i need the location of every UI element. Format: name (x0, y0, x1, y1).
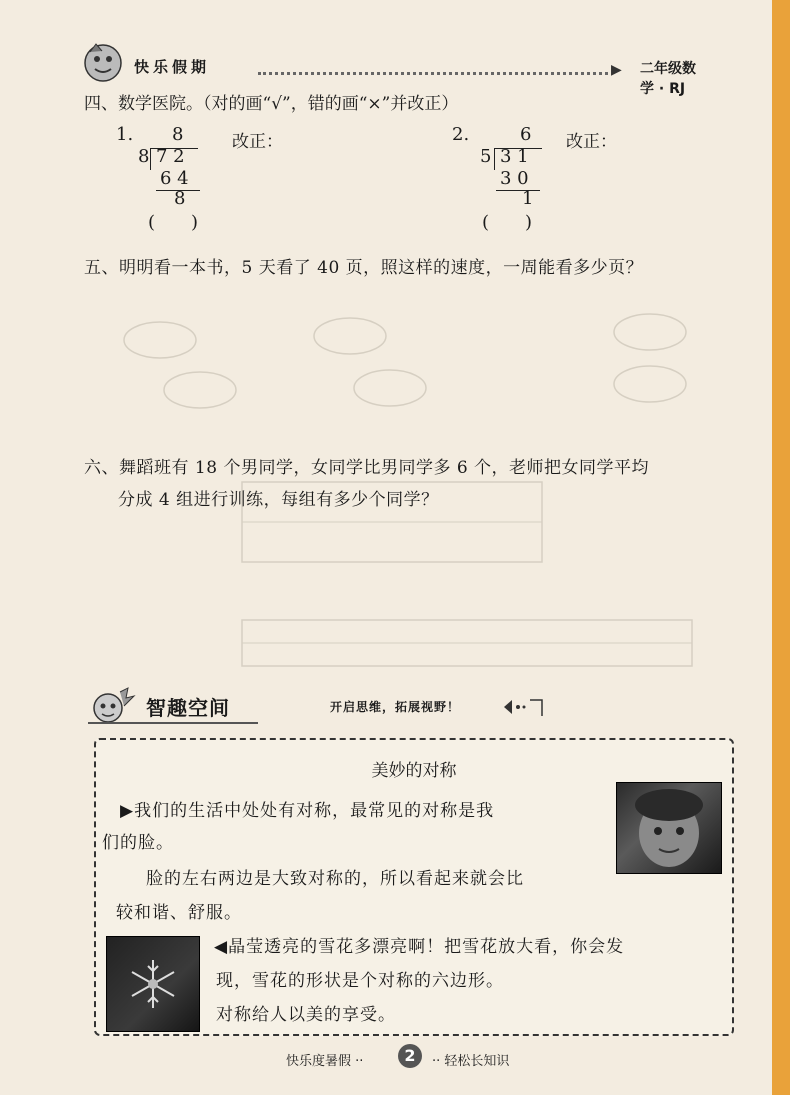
problem-2-dividend: 3 1 (500, 146, 529, 167)
baby-face-photo (616, 782, 722, 874)
mascot-logo-icon (82, 42, 124, 84)
banner-title: 智趣空间 (146, 696, 230, 720)
show-through-shapes (120, 300, 700, 420)
box-title: 美妙的对称 (371, 761, 457, 781)
problem-2-number: 2. (452, 124, 470, 145)
box-paragraph-2a: 脸的左右两边是大致对称的，所以看起来就会比 (146, 869, 524, 889)
q4-problem-1 (116, 124, 246, 234)
header-arrow-icon: ▶ (611, 62, 622, 78)
box-paragraph-2b: 较和谐、舒服。 (116, 903, 242, 923)
page-number: 2 (398, 1044, 422, 1068)
header-grade: 二年级数学 · RJ (640, 61, 696, 97)
page-header (80, 44, 700, 97)
header-dotted-rule (258, 72, 608, 75)
q5-text: 五、明明看一本书，5 天看了 40 页，照这样的速度，一周能看多少页？ (84, 258, 644, 278)
box-paragraph-3a: ◀晶莹透亮的雪花多漂亮啊！把雪花放大看，你会发 (214, 937, 625, 957)
footer-right-text: ·· 轻松长知识 (432, 1054, 510, 1069)
q4-problem-2 (452, 124, 582, 234)
footer-left-text: 快乐度暑假 ·· (286, 1054, 364, 1069)
symmetry-reading-box (94, 738, 734, 1036)
problem-1-number: 1. (116, 124, 134, 145)
q4-heading: 四、数学医院。（对的画“√”，错的画“×”并改正） (84, 94, 459, 114)
problem-1-divisor: 8 (138, 146, 150, 167)
problem-2-answer-paren[interactable]: ( ) (482, 212, 533, 233)
banner-slogan: 开启思维，拓展视野！ (330, 700, 461, 714)
q6-line-2: 分成 4 组进行训练，每组有多少个同学？ (118, 490, 439, 510)
thinking-mascot-icon (88, 686, 138, 726)
problem-2-product: 3 0 (500, 168, 529, 189)
problem-1-quotient: 8 (172, 124, 184, 145)
snowflake-icon (107, 937, 199, 1031)
problem-1-remainder: 8 (174, 188, 186, 209)
problem-2-quotient: 6 (520, 124, 532, 145)
box-paragraph-1b: 们的脸。 (102, 833, 174, 853)
snowflake-photo (106, 936, 200, 1032)
q6-line-1: 六、舞蹈班有 18 个男同学，女同学比男同学多 6 个，老师把女同学平均 (84, 458, 650, 478)
problem-2-divisor: 5 (480, 146, 492, 167)
banner-underline (88, 722, 258, 724)
header-title: 快乐假期 (134, 58, 211, 76)
baby-face-icon (617, 783, 721, 873)
problem-1-answer-paren[interactable]: ( ) (148, 212, 199, 233)
problem-2-remainder: 1 (522, 188, 534, 209)
page-edge-strip (772, 0, 790, 1095)
box-paragraph-3b: 现，雪花的形状是个对称的六边形。 (216, 971, 504, 991)
box-paragraph-4: 对称给人以美的享受。 (216, 1005, 396, 1025)
box-paragraph-1a: ▶我们的生活中处处有对称，最常见的对称是我 (120, 801, 495, 821)
page-footer (286, 1044, 546, 1070)
problem-1-fix-label: 改正： (232, 132, 283, 152)
arrow-dots-icon (502, 696, 546, 718)
problem-1-dividend: 7 2 (156, 146, 185, 167)
problem-2-fix-label: 改正： (566, 132, 617, 152)
section-banner (88, 686, 550, 728)
problem-1-product: 6 4 (160, 168, 189, 189)
